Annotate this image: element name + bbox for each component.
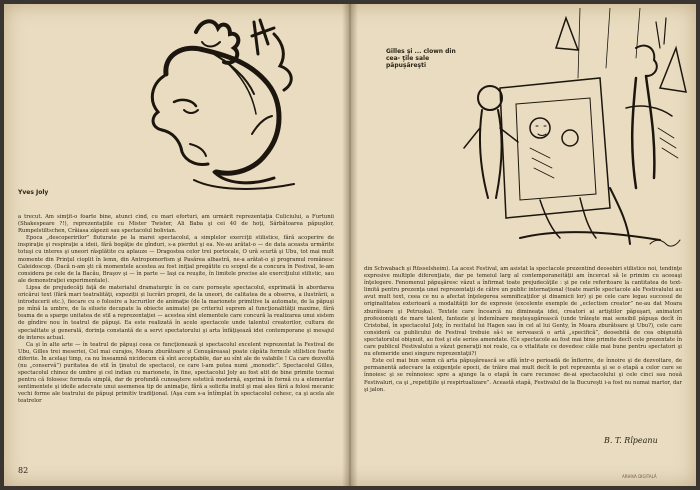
left-page <box>4 4 348 486</box>
left-body-text <box>18 214 334 458</box>
archive-stamp: ARHIVA DIGITALĂ <box>622 474 657 479</box>
right-body-text <box>364 266 682 432</box>
right-paragraph: din Schwabach şi Rüsselsheim). La acest Festival, am asistat la spectacole prezentînd deosebiri stilistice noi, tendinţe expresive multiple diferenţiate, dar pe temeiul larg al contemporaneităţii am încercat să le primim cu aceeaşi înţelegere. Fenomenul păpuşăresc văzut a înfirmat toate prejudecăţile : şi pe cele referitoare la cantitatea de text-limită pentru prezenţa unei reprezentaţii de către un public internaţional (toate marile spectacole ale Festivalului au avut mult text, ceea ce nu a afectat înţelegerea semnificaţiilor şi dinamicii lor) şi pe cele care legau succesul de originalitatea exterioară a modalităţii lor de expresie (excelente exemple de „eclectism creator” ne-au dat Moara zburătoare şi Petrușka). Textele care încearcă nu dimineaţa idei, creatori ai artiştilor păpuşari, animatori profesionişti de mare talent, fantezie şi îndemînare meşteşugărească (unde trăieşte mai sensibil păpuşa decît în Cristobal, în spectacolul Joly, în recitalul lui Hagen sau în cel al lui Genty, în Moara zburătoare şi Ubu?), cele care consideră ca publicului de Festival trebuie să-i se servească o artă „specifică”, deosebită de cea obişnuită spectatorului obişnuit, au fost şi ele serios amendate. (Ce spectacole au fost mai bine primite decît cele prezentate în care publicul Festivalului a văzut generaţii noi reale, ca o vitalitate ce dovedesc căile mai bune pentru spectatori şi nu efemeride unei singure reprezentaţii?) <box>364 266 682 358</box>
right-illustration-caption: Gilles şi ... clown din cea- ţile sale păpuşăreşti <box>386 48 456 69</box>
left-illustration-caption: Yves Joly <box>18 189 49 196</box>
right-page <box>352 4 696 486</box>
book-spread <box>4 4 696 486</box>
left-paragraph: Ca şi în alte arte — în teatrul de păpuşi ceea ce funcţionează şi spectacolul excelent reprezentat la Festival de Ubu, Gilles trei meseriei, Cel mai curajos, Moara zburătoare şi Cenuşăreasa) poate căpăta formule stilistice foarte diferite. În acelaşi timp, ca nu înseamnă nicidecum că sînt acceptabile, dar au sînt ale de valabile ! Ca care dezvoltă (nu „conservă”) puritatea de stil în ţinutul de spectacol, ce care l-am putea numi „monodic”. Spectacolul Gilles, spectacolul chinez de umbre şi cel indian cu marionete, în fine, spectacolul Joly au fost atit de bine primite tocmai pentru că folosesc formula simplă, dar de profundă cunoaştere estetică modernă, exprimă în formă cu a elementar sentimentele şi ideile adecvate unui asemenea tip de animaţie, fără a solicita inutil şi mai ales fără a folosi mecanic vechi forme ale teatrului de păpuşi primitiv tradiţional. (Aşa cum s-a întîmplat în spectacolul cehesc, ca şi acela ale teatrelor <box>18 341 334 405</box>
portrait-caricature-yves-joly <box>134 14 334 194</box>
page-number: 82 <box>18 466 29 475</box>
left-paragraph: Epoca „descoperirilor” fluturate pe la marei spectacolul, a simplelor exerciţii stilistice, fără acoperire de inspiraţie şi respiraţie a ideii, fără bogăţie de gînduri, s-a pierdut şi ea. Ne-au arătat-o — de data aceasta urmărite totuşi cu interes şi uneori răsplătite cu aplauze — Dragostea celor trei portocale, O ură scurtă şi Ubu, tot mai mult momente din Prinţul cioplit în lemn, din Antropomorfism şi Pasărea albastră, ne-a arătat-o şi programul românesc Caleidoscop. (Dacă n-am şti că momentele acestea au fost iniţial pregătite cu scopul de a concura în Festival, le-am considera pe cele de la Bacău, Braşov şi — în parte — Iaşi ca reuşite, în limitele precise ale exerciţiului stilistic, sau ale demonstraţiei experimentale). <box>18 235 334 284</box>
right-paragraph: Este cel mai bun semn că arta păpuşărească se află într-o perioadă de înflorire, de înnoire şi de dezvoltare, de permanentă adecvare la exigenţele epocii, de trăire mai mult decît le pot reprezenta şi se o etapă a celor care se înnoiesc şi se reînnoiesc spre a ajunge la o etapă în care recunosc de-ai spectacolului şi cele cinci sau nouă Festivaluri, ca şi „repetiţiile şi respirtualizare”. Această etapă, Festivalul de la Bucureşti i-a fost nu numai martor, dar şi jalon. <box>364 358 682 393</box>
left-paragraph: Lipsa de prejudecăţi faţă de materialul dramaturgic în ce care pornește spectacolul, exprimată în abordarea oricărui text (fără mari teatralităţi, expoziții și lucrări proprii, de la uneori, de calitatea de a observa, a ilustrării, a introducerii etc.), fiecare cu o folosire a lucrurilor de animaţie (de la marionete primitive la automate, de la păpuşi pe mînă la umbre, de la siluete decupate la obiecte animate) pe criteriul suprem al funcţionalităţii maxime, fără teama de a sparge unitatea de stil a reprezentaţiei — acestea sînt elementele care concură la realizarea unui sistem de gîndire nou în teatrul de păpuşi. Ea este realizată în acele spectacole unde talentul creatorilor, cultura de specialitate şi generală, dorinţa constantă de a servi spectatorului şi arta înfăţişează idei contemporane şi mesajul de interes actual. <box>18 284 334 341</box>
left-paragraph: a trecut. Am simţit-o foarte bine, atunci cînd, cu mari eforturi, am urmărit reprezentaţia Culiciului, a Furtunii (Shakespeare ?!), reprezentaţiile cu Mister Twister, Ali Baba şi cei 40 de hoţi, Sărbătoarea păpuşilor, Rumpelstiltschen, Crăiasa zăpezii sau spectacolul bolivian. <box>18 214 334 235</box>
drawing-gilles-clown-puppets <box>460 8 692 258</box>
author-signature: B. T. Rîpeanu <box>604 436 658 445</box>
